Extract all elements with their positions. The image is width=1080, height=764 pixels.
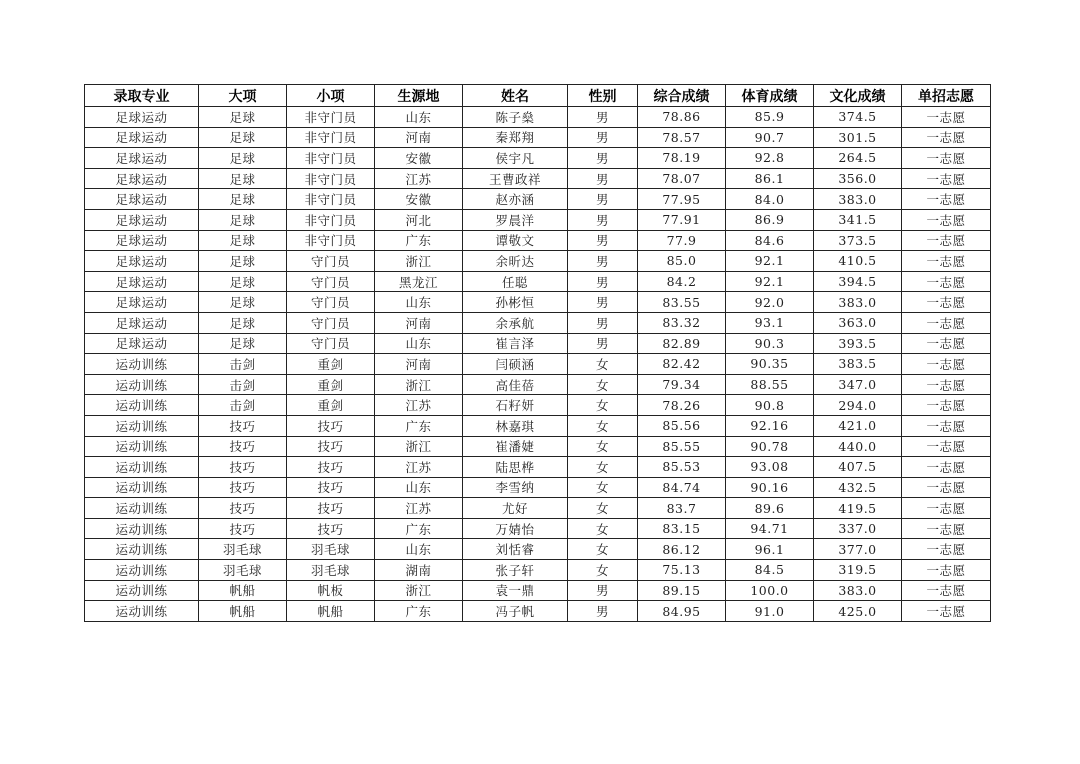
cell-culture-score: 421.0 <box>814 415 902 436</box>
cell-name: 冯子帆 <box>463 601 568 622</box>
cell-name: 赵亦涵 <box>463 189 568 210</box>
cell-culture-score: 440.0 <box>814 436 902 457</box>
cell-subcategory: 守门员 <box>287 292 375 313</box>
table-row <box>85 580 991 601</box>
header-gender: 性别 <box>568 85 638 107</box>
cell-sports-score: 90.7 <box>726 127 814 148</box>
cell-subcategory: 非守门员 <box>287 209 375 230</box>
cell-preference: 一志愿 <box>902 333 991 354</box>
cell-preference: 一志愿 <box>902 271 991 292</box>
cell-major: 运动训练 <box>85 539 199 560</box>
cell-subcategory: 守门员 <box>287 312 375 333</box>
cell-culture-score: 337.0 <box>814 518 902 539</box>
cell-major: 运动训练 <box>85 415 199 436</box>
cell-category: 足球 <box>199 312 287 333</box>
cell-major: 运动训练 <box>85 477 199 498</box>
cell-category: 足球 <box>199 251 287 272</box>
cell-name: 万婧怡 <box>463 518 568 539</box>
cell-name: 刘恬睿 <box>463 539 568 560</box>
cell-origin: 山东 <box>375 477 463 498</box>
cell-preference: 一志愿 <box>902 230 991 251</box>
cell-major: 运动训练 <box>85 560 199 581</box>
table-row <box>85 251 991 272</box>
cell-major: 运动训练 <box>85 498 199 519</box>
header-subcategory: 小项 <box>287 85 375 107</box>
cell-gender: 男 <box>568 312 638 333</box>
cell-culture-score: 419.5 <box>814 498 902 519</box>
cell-major: 运动训练 <box>85 601 199 622</box>
cell-culture-score: 377.0 <box>814 539 902 560</box>
cell-origin: 浙江 <box>375 580 463 601</box>
table-row <box>85 518 991 539</box>
cell-origin: 浙江 <box>375 374 463 395</box>
table-row <box>85 395 991 416</box>
cell-subcategory: 守门员 <box>287 271 375 292</box>
cell-gender: 男 <box>568 189 638 210</box>
cell-culture-score: 301.5 <box>814 127 902 148</box>
cell-total-score: 84.95 <box>638 601 726 622</box>
cell-origin: 河南 <box>375 354 463 375</box>
cell-subcategory: 重剑 <box>287 374 375 395</box>
cell-preference: 一志愿 <box>902 148 991 169</box>
cell-total-score: 85.53 <box>638 457 726 478</box>
cell-major: 足球运动 <box>85 189 199 210</box>
header-major: 录取专业 <box>85 85 199 107</box>
cell-gender: 女 <box>568 374 638 395</box>
cell-gender: 女 <box>568 354 638 375</box>
cell-category: 足球 <box>199 292 287 313</box>
cell-major: 足球运动 <box>85 333 199 354</box>
cell-culture-score: 410.5 <box>814 251 902 272</box>
cell-sports-score: 100.0 <box>726 580 814 601</box>
cell-subcategory: 帆船 <box>287 601 375 622</box>
cell-gender: 男 <box>568 601 638 622</box>
cell-origin: 广东 <box>375 518 463 539</box>
cell-culture-score: 407.5 <box>814 457 902 478</box>
cell-category: 足球 <box>199 148 287 169</box>
cell-total-score: 83.32 <box>638 312 726 333</box>
cell-total-score: 82.42 <box>638 354 726 375</box>
cell-origin: 浙江 <box>375 436 463 457</box>
cell-preference: 一志愿 <box>902 560 991 581</box>
cell-preference: 一志愿 <box>902 518 991 539</box>
table-row <box>85 354 991 375</box>
cell-name: 石籽妍 <box>463 395 568 416</box>
cell-major: 运动训练 <box>85 374 199 395</box>
cell-total-score: 83.15 <box>638 518 726 539</box>
table-row <box>85 539 991 560</box>
cell-culture-score: 294.0 <box>814 395 902 416</box>
cell-major: 运动训练 <box>85 436 199 457</box>
cell-culture-score: 341.5 <box>814 209 902 230</box>
cell-sports-score: 93.08 <box>726 457 814 478</box>
cell-subcategory: 帆板 <box>287 580 375 601</box>
cell-total-score: 82.89 <box>638 333 726 354</box>
cell-category: 足球 <box>199 209 287 230</box>
cell-name: 陆思桦 <box>463 457 568 478</box>
cell-origin: 广东 <box>375 415 463 436</box>
cell-total-score: 77.95 <box>638 189 726 210</box>
cell-gender: 男 <box>568 168 638 189</box>
cell-name: 陈子燊 <box>463 107 568 128</box>
cell-gender: 女 <box>568 518 638 539</box>
cell-total-score: 83.55 <box>638 292 726 313</box>
cell-major: 足球运动 <box>85 230 199 251</box>
cell-major: 足球运动 <box>85 127 199 148</box>
cell-major: 运动训练 <box>85 354 199 375</box>
cell-preference: 一志愿 <box>902 354 991 375</box>
cell-gender: 女 <box>568 560 638 581</box>
cell-sports-score: 91.0 <box>726 601 814 622</box>
cell-preference: 一志愿 <box>902 312 991 333</box>
cell-name: 孙彬恒 <box>463 292 568 313</box>
table-row <box>85 498 991 519</box>
table-row <box>85 148 991 169</box>
cell-sports-score: 90.8 <box>726 395 814 416</box>
cell-category: 技巧 <box>199 415 287 436</box>
cell-category: 帆船 <box>199 580 287 601</box>
cell-subcategory: 重剑 <box>287 395 375 416</box>
cell-gender: 男 <box>568 148 638 169</box>
cell-major: 足球运动 <box>85 312 199 333</box>
cell-gender: 女 <box>568 395 638 416</box>
cell-culture-score: 264.5 <box>814 148 902 169</box>
cell-name: 闫硕涵 <box>463 354 568 375</box>
cell-subcategory: 守门员 <box>287 333 375 354</box>
cell-preference: 一志愿 <box>902 539 991 560</box>
cell-gender: 女 <box>568 457 638 478</box>
cell-name: 王曹政祥 <box>463 168 568 189</box>
cell-category: 足球 <box>199 107 287 128</box>
header-culture-score: 文化成绩 <box>814 85 902 107</box>
cell-origin: 山东 <box>375 292 463 313</box>
cell-name: 秦郑翔 <box>463 127 568 148</box>
cell-category: 足球 <box>199 168 287 189</box>
cell-sports-score: 90.16 <box>726 477 814 498</box>
cell-sports-score: 96.1 <box>726 539 814 560</box>
cell-sports-score: 92.1 <box>726 251 814 272</box>
cell-name: 崔言泽 <box>463 333 568 354</box>
table-row <box>85 436 991 457</box>
cell-sports-score: 86.1 <box>726 168 814 189</box>
cell-major: 运动训练 <box>85 395 199 416</box>
cell-origin: 安徽 <box>375 148 463 169</box>
cell-preference: 一志愿 <box>902 601 991 622</box>
table-row <box>85 209 991 230</box>
table-row <box>85 168 991 189</box>
cell-sports-score: 84.6 <box>726 230 814 251</box>
cell-name: 尤好 <box>463 498 568 519</box>
cell-total-score: 78.19 <box>638 148 726 169</box>
cell-sports-score: 89.6 <box>726 498 814 519</box>
cell-sports-score: 90.3 <box>726 333 814 354</box>
cell-sports-score: 92.1 <box>726 271 814 292</box>
cell-total-score: 77.9 <box>638 230 726 251</box>
table-row <box>85 457 991 478</box>
cell-major: 足球运动 <box>85 107 199 128</box>
cell-category: 帆船 <box>199 601 287 622</box>
cell-gender: 女 <box>568 498 638 519</box>
cell-preference: 一志愿 <box>902 209 991 230</box>
cell-gender: 女 <box>568 477 638 498</box>
cell-origin: 河南 <box>375 127 463 148</box>
table-row <box>85 189 991 210</box>
cell-category: 技巧 <box>199 457 287 478</box>
cell-category: 足球 <box>199 230 287 251</box>
cell-name: 李雪纳 <box>463 477 568 498</box>
cell-major: 足球运动 <box>85 148 199 169</box>
cell-major: 运动训练 <box>85 457 199 478</box>
cell-origin: 江苏 <box>375 498 463 519</box>
table-row <box>85 415 991 436</box>
cell-sports-score: 88.55 <box>726 374 814 395</box>
table-row <box>85 560 991 581</box>
cell-name: 张子轩 <box>463 560 568 581</box>
header-total-score: 综合成绩 <box>638 85 726 107</box>
cell-category: 羽毛球 <box>199 539 287 560</box>
table-row <box>85 292 991 313</box>
cell-total-score: 78.07 <box>638 168 726 189</box>
cell-preference: 一志愿 <box>902 374 991 395</box>
cell-gender: 男 <box>568 127 638 148</box>
cell-category: 足球 <box>199 127 287 148</box>
cell-origin: 黑龙江 <box>375 271 463 292</box>
cell-sports-score: 84.0 <box>726 189 814 210</box>
cell-subcategory: 非守门员 <box>287 107 375 128</box>
cell-subcategory: 重剑 <box>287 354 375 375</box>
cell-culture-score: 394.5 <box>814 271 902 292</box>
table-row <box>85 477 991 498</box>
cell-origin: 江苏 <box>375 457 463 478</box>
cell-preference: 一志愿 <box>902 457 991 478</box>
cell-gender: 男 <box>568 333 638 354</box>
cell-origin: 山东 <box>375 107 463 128</box>
cell-category: 足球 <box>199 271 287 292</box>
cell-subcategory: 技巧 <box>287 415 375 436</box>
cell-total-score: 86.12 <box>638 539 726 560</box>
cell-gender: 男 <box>568 292 638 313</box>
cell-sports-score: 84.5 <box>726 560 814 581</box>
cell-sports-score: 92.0 <box>726 292 814 313</box>
cell-category: 技巧 <box>199 518 287 539</box>
cell-sports-score: 94.71 <box>726 518 814 539</box>
cell-total-score: 89.15 <box>638 580 726 601</box>
cell-culture-score: 373.5 <box>814 230 902 251</box>
cell-culture-score: 363.0 <box>814 312 902 333</box>
cell-subcategory: 技巧 <box>287 457 375 478</box>
cell-name: 袁一鼎 <box>463 580 568 601</box>
cell-subcategory: 技巧 <box>287 436 375 457</box>
cell-sports-score: 92.8 <box>726 148 814 169</box>
cell-gender: 男 <box>568 230 638 251</box>
cell-total-score: 77.91 <box>638 209 726 230</box>
cell-origin: 安徽 <box>375 189 463 210</box>
cell-name: 谭敬文 <box>463 230 568 251</box>
cell-category: 足球 <box>199 333 287 354</box>
cell-name: 林嘉琪 <box>463 415 568 436</box>
cell-name: 罗晨洋 <box>463 209 568 230</box>
cell-major: 足球运动 <box>85 168 199 189</box>
cell-preference: 一志愿 <box>902 580 991 601</box>
cell-preference: 一志愿 <box>902 498 991 519</box>
cell-name: 崔潘婕 <box>463 436 568 457</box>
cell-origin: 江苏 <box>375 395 463 416</box>
cell-sports-score: 90.35 <box>726 354 814 375</box>
cell-subcategory: 守门员 <box>287 251 375 272</box>
cell-culture-score: 319.5 <box>814 560 902 581</box>
cell-gender: 男 <box>568 251 638 272</box>
cell-total-score: 84.74 <box>638 477 726 498</box>
cell-culture-score: 393.5 <box>814 333 902 354</box>
cell-sports-score: 86.9 <box>726 209 814 230</box>
cell-category: 羽毛球 <box>199 560 287 581</box>
cell-major: 运动训练 <box>85 580 199 601</box>
cell-total-score: 78.86 <box>638 107 726 128</box>
cell-sports-score: 85.9 <box>726 107 814 128</box>
cell-subcategory: 技巧 <box>287 477 375 498</box>
table-row <box>85 374 991 395</box>
cell-culture-score: 356.0 <box>814 168 902 189</box>
cell-gender: 男 <box>568 271 638 292</box>
cell-total-score: 85.55 <box>638 436 726 457</box>
table-row <box>85 333 991 354</box>
header-name: 姓名 <box>463 85 568 107</box>
cell-culture-score: 383.0 <box>814 580 902 601</box>
cell-sports-score: 92.16 <box>726 415 814 436</box>
cell-culture-score: 374.5 <box>814 107 902 128</box>
cell-name: 侯宇凡 <box>463 148 568 169</box>
cell-gender: 女 <box>568 436 638 457</box>
cell-total-score: 78.57 <box>638 127 726 148</box>
table-body <box>85 107 991 622</box>
cell-major: 足球运动 <box>85 209 199 230</box>
table-row <box>85 230 991 251</box>
cell-origin: 河北 <box>375 209 463 230</box>
table-row <box>85 271 991 292</box>
table-row <box>85 127 991 148</box>
header-sports-score: 体育成绩 <box>726 85 814 107</box>
cell-total-score: 75.13 <box>638 560 726 581</box>
cell-culture-score: 432.5 <box>814 477 902 498</box>
cell-total-score: 79.34 <box>638 374 726 395</box>
cell-preference: 一志愿 <box>902 189 991 210</box>
cell-total-score: 85.56 <box>638 415 726 436</box>
cell-subcategory: 羽毛球 <box>287 560 375 581</box>
cell-subcategory: 技巧 <box>287 498 375 519</box>
cell-preference: 一志愿 <box>902 292 991 313</box>
cell-subcategory: 非守门员 <box>287 189 375 210</box>
cell-subcategory: 羽毛球 <box>287 539 375 560</box>
cell-total-score: 78.26 <box>638 395 726 416</box>
cell-culture-score: 347.0 <box>814 374 902 395</box>
cell-origin: 山东 <box>375 539 463 560</box>
cell-origin: 浙江 <box>375 251 463 272</box>
cell-preference: 一志愿 <box>902 477 991 498</box>
cell-culture-score: 383.0 <box>814 292 902 313</box>
cell-name: 余承航 <box>463 312 568 333</box>
cell-preference: 一志愿 <box>902 127 991 148</box>
cell-gender: 女 <box>568 539 638 560</box>
cell-major: 足球运动 <box>85 292 199 313</box>
cell-subcategory: 非守门员 <box>287 168 375 189</box>
cell-name: 任聪 <box>463 271 568 292</box>
cell-origin: 河南 <box>375 312 463 333</box>
cell-category: 击剑 <box>199 395 287 416</box>
cell-gender: 女 <box>568 415 638 436</box>
cell-category: 技巧 <box>199 477 287 498</box>
table-row <box>85 107 991 128</box>
cell-culture-score: 383.0 <box>814 189 902 210</box>
cell-category: 击剑 <box>199 374 287 395</box>
cell-culture-score: 383.5 <box>814 354 902 375</box>
cell-category: 技巧 <box>199 498 287 519</box>
table-header-row <box>85 85 991 107</box>
cell-sports-score: 90.78 <box>726 436 814 457</box>
cell-gender: 男 <box>568 209 638 230</box>
cell-total-score: 84.2 <box>638 271 726 292</box>
header-category: 大项 <box>199 85 287 107</box>
cell-sports-score: 93.1 <box>726 312 814 333</box>
cell-origin: 山东 <box>375 333 463 354</box>
cell-category: 击剑 <box>199 354 287 375</box>
cell-subcategory: 技巧 <box>287 518 375 539</box>
cell-origin: 广东 <box>375 601 463 622</box>
cell-name: 余昕达 <box>463 251 568 272</box>
cell-category: 技巧 <box>199 436 287 457</box>
cell-preference: 一志愿 <box>902 415 991 436</box>
cell-preference: 一志愿 <box>902 168 991 189</box>
admissions-table <box>84 84 991 622</box>
cell-subcategory: 非守门员 <box>287 127 375 148</box>
cell-preference: 一志愿 <box>902 395 991 416</box>
cell-preference: 一志愿 <box>902 436 991 457</box>
cell-major: 运动训练 <box>85 518 199 539</box>
cell-origin: 湖南 <box>375 560 463 581</box>
cell-preference: 一志愿 <box>902 251 991 272</box>
cell-origin: 广东 <box>375 230 463 251</box>
cell-subcategory: 非守门员 <box>287 148 375 169</box>
cell-total-score: 83.7 <box>638 498 726 519</box>
cell-total-score: 85.0 <box>638 251 726 272</box>
cell-culture-score: 425.0 <box>814 601 902 622</box>
header-origin: 生源地 <box>375 85 463 107</box>
cell-major: 足球运动 <box>85 251 199 272</box>
cell-gender: 男 <box>568 580 638 601</box>
cell-category: 足球 <box>199 189 287 210</box>
cell-gender: 男 <box>568 107 638 128</box>
cell-preference: 一志愿 <box>902 107 991 128</box>
table-row <box>85 312 991 333</box>
cell-name: 高佳蓓 <box>463 374 568 395</box>
cell-subcategory: 非守门员 <box>287 230 375 251</box>
table-row <box>85 601 991 622</box>
header-preference: 单招志愿 <box>902 85 991 107</box>
cell-origin: 江苏 <box>375 168 463 189</box>
cell-major: 足球运动 <box>85 271 199 292</box>
